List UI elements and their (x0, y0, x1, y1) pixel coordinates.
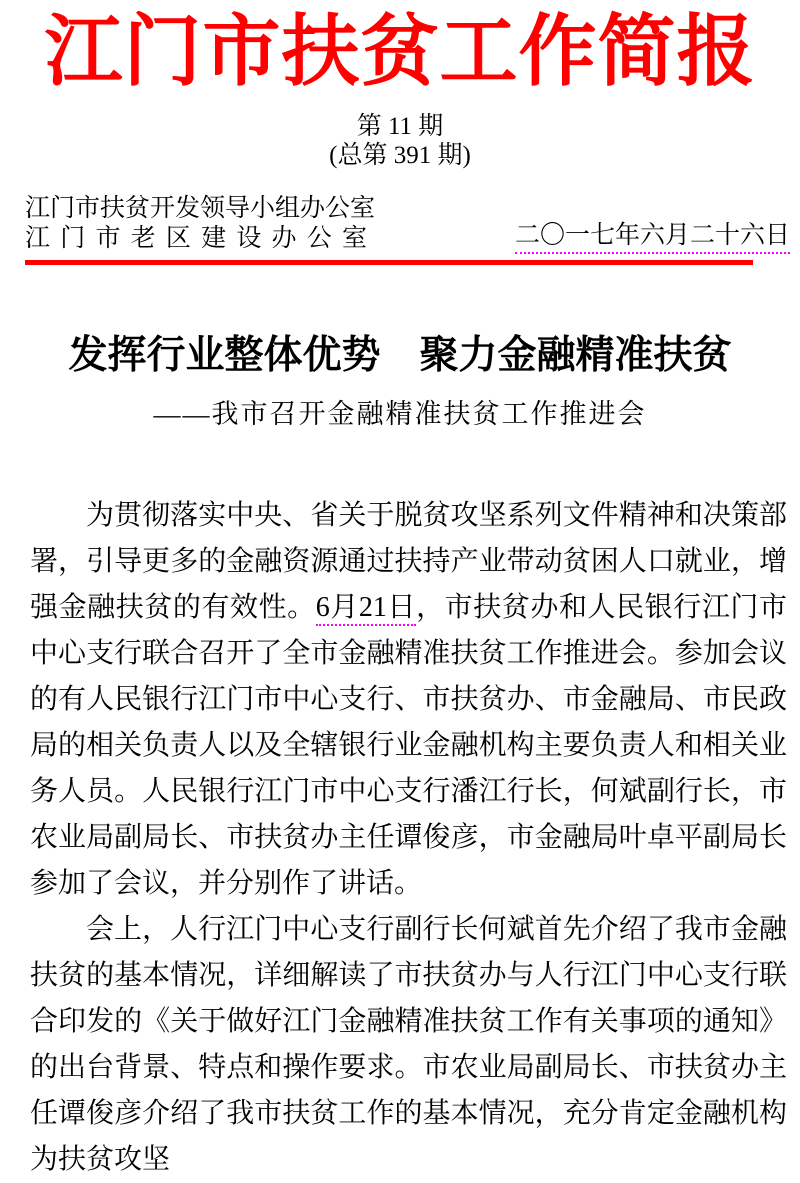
issue-block (0, 112, 800, 170)
article-subtitle: ——我市召开金融精准扶贫工作推进会 (153, 399, 647, 429)
paragraph-1-text: 为贯彻落实中央、省关于脱贫攻坚系列文件精神和决策部署，引导更多的金融资源通过扶持产业带动贫困人口就业，增强金融扶贫的有效性。 (30, 500, 787, 623)
issue-date: 二〇一七年六月二十六日 (515, 221, 790, 254)
org-line-1: 江门市扶贫开发领导小组办公室 (25, 195, 376, 222)
paragraph-1-date-underlined: 6月21日 (316, 592, 416, 626)
issue-number: 第 11 期 (356, 113, 444, 140)
paragraph-1-text-continued: ，市扶贫办和人民银行江门市中心支行联合召开了全市金融精准扶贫工作推进会。参加会议的有人民银行江门市中心支行、市扶贫办、市金融局、市民政局的相关负责人以及全辖银行业金融机构主要负责人和相关业务人员。人民银行江门市中心支行潘江行长，何斌副行长，市农业局副局长、市扶贫办主任谭俊彦，市金融局叶卓平副局长参加了会议，并分别作了讲话。 (30, 592, 787, 899)
total-issue-number: (总第 391 期) (329, 142, 471, 169)
issuing-orgs (25, 194, 375, 254)
org-line-2: 江门市老区建设办公室 (25, 225, 367, 252)
paragraph-2: 会上，人行江门中心支行副行长何斌首先介绍了我市金融扶贫的基本情况，详细解读了市扶贫办与人行江门中心支行联合印发的《关于做好江门金融精准扶贫工作有关事项的通知》的出台背景、特点和操作要求。市农业局副局长、市扶贫办主任谭俊彦介绍了我市扶贫工作的基本情况，充分肯定金融机构为扶贫攻坚 (30, 914, 787, 1175)
article-body (30, 493, 787, 1183)
article-title: 发挥行业整体优势 聚力金融精准扶贫 (68, 334, 732, 377)
paragraph-1 (30, 493, 787, 907)
bulletin-title: 江门市扶贫工作简报 (44, 8, 756, 95)
masthead-divider-rule (25, 260, 753, 265)
masthead-info-row (25, 194, 790, 254)
